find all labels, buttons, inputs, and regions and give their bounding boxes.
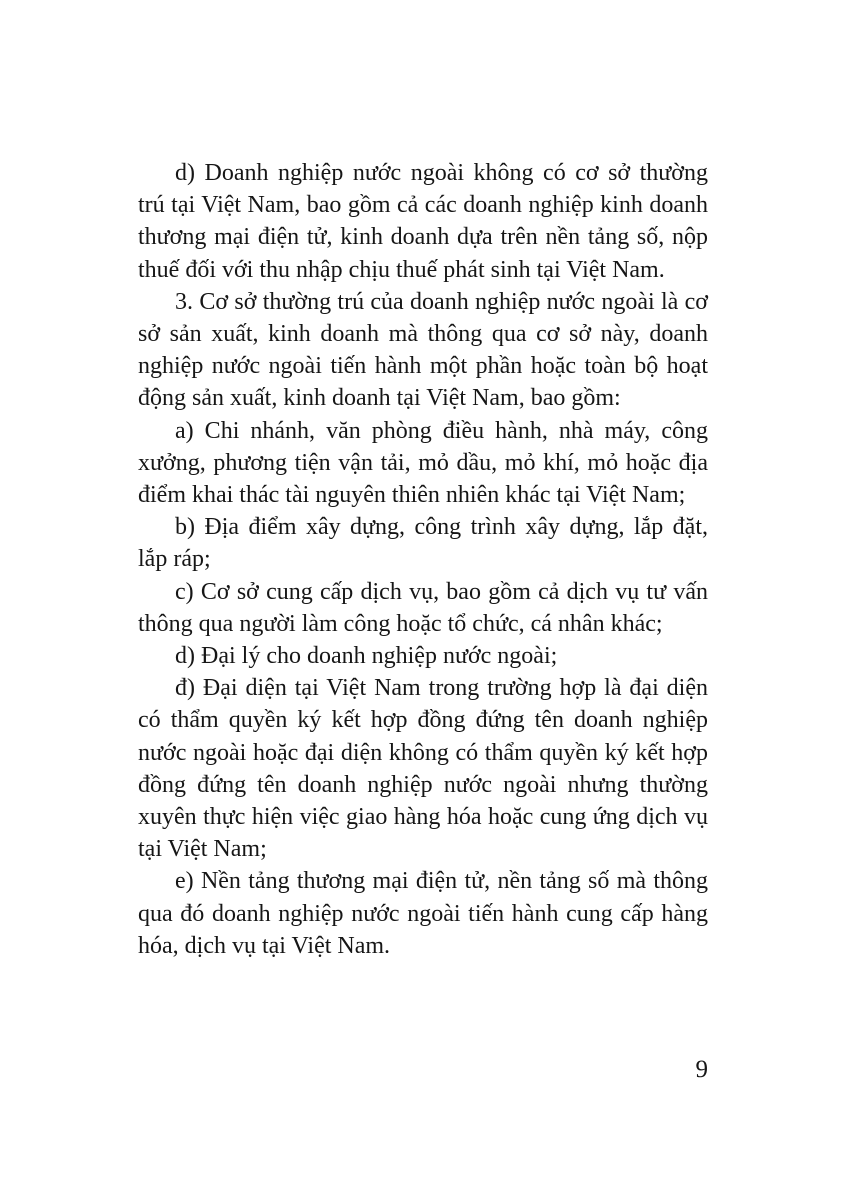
paragraph-item-3-permanent-establishment: 3. Cơ sở thường trú của doanh nghiệp nước ngoài là cơ sở sản xuất, kinh doanh mà thông qua cơ sở này, doanh nghiệp nước ngoài tiến hành một phần hoặc toàn bộ hoạt động sản xuất, kinh doanh tại Việt Nam, bao gồm: bbox=[138, 288, 708, 412]
paragraph-clause-b-construction-sites: b) Địa điểm xây dựng, công trình xây dựng, lắp đặt, lắp ráp; bbox=[138, 514, 708, 573]
page-number: 9 bbox=[695, 1056, 708, 1083]
paragraph-clause-d-foreign-enterprise: d) Doanh nghiệp nước ngoài không có cơ sở thường trú tại Việt Nam, bao gồm cả các doanh nghiệp kinh doanh thương mại điện tử, kinh doanh dựa trên nền tảng số, nộp thuế đối với thu nhập chịu thuế phát sinh tại Việt Nam. bbox=[138, 160, 708, 283]
paragraph-clause-e-ecommerce-platforms: e) Nền tảng thương mại điện tử, nền tảng số mà thông qua đó doanh nghiệp nước ngoài tiến hành cung cấp hàng hóa, dịch vụ tại Việt Nam. bbox=[138, 868, 708, 959]
paragraph-clause-a-branches: a) Chi nhánh, văn phòng điều hành, nhà máy, công xưởng, phương tiện vận tải, mỏ dầu, mỏ khí, mỏ hoặc địa điểm khai thác tài nguyên thiên nhiên khác tại Việt Nam; bbox=[138, 417, 708, 509]
body-text-block bbox=[138, 157, 708, 962]
paragraph-clause-c-service-facilities: c) Cơ sở cung cấp dịch vụ, bao gồm cả dịch vụ tư vấn thông qua người làm công hoặc tổ chức, cá nhân khác; bbox=[138, 578, 708, 637]
paragraph-clause-d-agents: d) Đại lý cho doanh nghiệp nước ngoài; bbox=[175, 643, 558, 670]
paragraph-clause-dd-representatives: đ) Đại diện tại Việt Nam trong trường hợp là đại diện có thẩm quyền ký kết hợp đồng đứng tên doanh nghiệp nước ngoài hoặc đại diện không có thẩm quyền ký kết hợp đồng đứng tên doanh nghiệp nước ngoài nhưng thường xuyên thực hiện việc giao hàng hóa hoặc cung ứng dịch vụ tại Việt Nam; bbox=[138, 675, 708, 863]
